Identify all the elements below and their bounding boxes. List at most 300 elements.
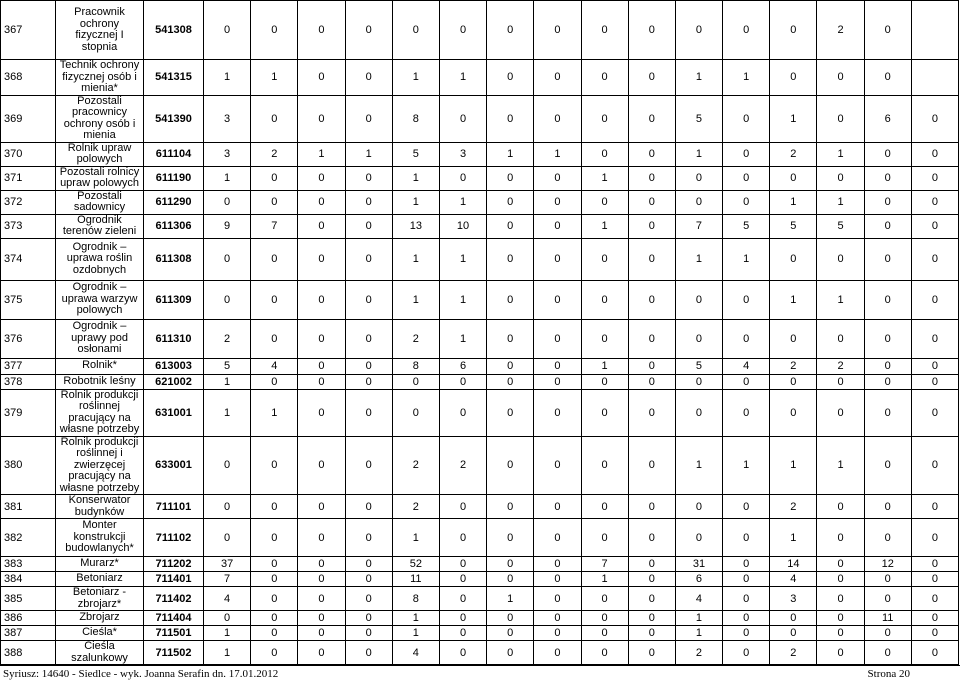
count-cell: 0 bbox=[439, 519, 486, 557]
count-cell: 0 bbox=[817, 495, 864, 519]
count-cell: 0 bbox=[817, 557, 864, 572]
count-cell: 0 bbox=[345, 495, 392, 519]
count-cell: 0 bbox=[439, 95, 486, 142]
count-cell: 1 bbox=[392, 626, 439, 641]
count-cell: 0 bbox=[534, 95, 581, 142]
count-cell: 0 bbox=[487, 280, 534, 319]
count-cell: 5 bbox=[204, 358, 251, 374]
count-cell: 0 bbox=[864, 166, 911, 190]
occupation-code: 611290 bbox=[144, 190, 204, 214]
count-cell: 0 bbox=[345, 358, 392, 374]
count-cell: 0 bbox=[204, 495, 251, 519]
occupation-name-line: Ogrodnik – bbox=[72, 240, 127, 253]
count-cell: 0 bbox=[251, 319, 298, 358]
count-cell: 1 bbox=[581, 358, 628, 374]
count-cell: 5 bbox=[817, 214, 864, 238]
count-cell: 0 bbox=[581, 626, 628, 641]
occupation-code: 541308 bbox=[144, 1, 204, 60]
count-cell: 0 bbox=[487, 95, 534, 142]
count-cell: 0 bbox=[770, 374, 817, 389]
count-cell: 0 bbox=[628, 190, 675, 214]
count-cell: 0 bbox=[628, 142, 675, 166]
count-cell: 0 bbox=[345, 374, 392, 389]
count-cell: 0 bbox=[439, 626, 486, 641]
occupation-name-line: pracownicy bbox=[71, 106, 128, 118]
count-cell: 0 bbox=[864, 142, 911, 166]
count-cell: 0 bbox=[581, 436, 628, 495]
count-cell: 0 bbox=[817, 238, 864, 280]
count-cell: 0 bbox=[298, 495, 345, 519]
occupation-name bbox=[56, 142, 144, 166]
count-cell: 0 bbox=[204, 519, 251, 557]
count-cell: 0 bbox=[251, 626, 298, 641]
occupation-name-line: roślinnej bbox=[79, 400, 120, 412]
footer-source: Syriusz: 14640 - Siedlce - wyk. Joanna Serafin dn. 17.01.2012 bbox=[3, 668, 279, 680]
row-number: 382 bbox=[1, 519, 56, 557]
count-cell: 0 bbox=[439, 557, 486, 572]
count-cell: 0 bbox=[439, 166, 486, 190]
count-cell: 0 bbox=[439, 1, 486, 60]
count-cell: 0 bbox=[345, 1, 392, 60]
count-cell: 0 bbox=[628, 626, 675, 641]
count-cell: 1 bbox=[204, 166, 251, 190]
count-cell: 0 bbox=[864, 572, 911, 587]
count-cell: 0 bbox=[628, 319, 675, 358]
count-cell: 0 bbox=[487, 519, 534, 557]
table-row bbox=[1, 495, 959, 519]
occupation-name-line: mienia bbox=[83, 129, 116, 141]
count-cell: 0 bbox=[864, 358, 911, 374]
footer-page-number: Strona 20 bbox=[867, 668, 910, 680]
count-cell: 5 bbox=[675, 358, 722, 374]
count-cell: 0 bbox=[487, 557, 534, 572]
count-cell: 0 bbox=[817, 519, 864, 557]
count-cell: 0 bbox=[723, 142, 770, 166]
occupation-name-line: pracujący na bbox=[68, 411, 131, 424]
count-cell: 0 bbox=[439, 611, 486, 626]
count-cell: 9 bbox=[204, 214, 251, 238]
count-cell: 2 bbox=[392, 319, 439, 358]
count-cell: 0 bbox=[534, 557, 581, 572]
occupation-name-line: Pozostali bbox=[77, 95, 122, 107]
count-cell: 0 bbox=[911, 280, 958, 319]
occupation-name-line: Cieśla bbox=[84, 640, 115, 652]
occupation-name-line: mienia* bbox=[81, 82, 118, 94]
count-cell: 0 bbox=[298, 1, 345, 60]
count-cell: 0 bbox=[723, 572, 770, 587]
count-cell: 1 bbox=[675, 611, 722, 626]
count-cell: 0 bbox=[298, 238, 345, 280]
count-cell: 0 bbox=[581, 280, 628, 319]
occupation-name bbox=[56, 641, 144, 665]
row-number: 377 bbox=[1, 358, 56, 374]
count-cell: 0 bbox=[345, 626, 392, 641]
occupation-name bbox=[56, 495, 144, 519]
count-cell: 0 bbox=[911, 557, 958, 572]
occupation-code: 621002 bbox=[144, 374, 204, 389]
table-row bbox=[1, 358, 959, 374]
count-cell: 0 bbox=[439, 572, 486, 587]
count-cell: 0 bbox=[251, 95, 298, 142]
occupation-code: 611190 bbox=[144, 166, 204, 190]
row-number: 376 bbox=[1, 319, 56, 358]
count-cell: 1 bbox=[487, 587, 534, 611]
occupation-code: 631001 bbox=[144, 389, 204, 436]
row-number: 387 bbox=[1, 626, 56, 641]
count-cell: 0 bbox=[723, 611, 770, 626]
count-cell: 2 bbox=[770, 495, 817, 519]
occupation-name-line: Rolnik produkcji bbox=[60, 389, 139, 401]
occupation-name-line: zwierzęcej bbox=[73, 458, 126, 471]
count-cell: 0 bbox=[204, 611, 251, 626]
count-cell: 0 bbox=[864, 319, 911, 358]
count-cell: 0 bbox=[911, 626, 958, 641]
count-cell: 0 bbox=[534, 319, 581, 358]
occupation-code: 611310 bbox=[144, 319, 204, 358]
count-cell: 0 bbox=[628, 641, 675, 665]
occupation-name-line: zbrojarz* bbox=[77, 597, 122, 610]
count-cell: 0 bbox=[534, 587, 581, 611]
page-footer bbox=[0, 665, 960, 682]
count-cell: 0 bbox=[723, 319, 770, 358]
count-cell: 0 bbox=[628, 374, 675, 389]
occupation-name-line: budynków bbox=[74, 505, 125, 518]
count-cell: 52 bbox=[392, 557, 439, 572]
row-number: 369 bbox=[1, 95, 56, 142]
count-cell: 1 bbox=[345, 142, 392, 166]
count-cell: 0 bbox=[298, 214, 345, 238]
count-cell: 0 bbox=[817, 587, 864, 611]
count-cell: 0 bbox=[911, 436, 958, 495]
occupation-name-line: Murarz* bbox=[80, 557, 119, 570]
count-cell: 10 bbox=[439, 214, 486, 238]
count-cell: 0 bbox=[817, 626, 864, 641]
count-cell: 6 bbox=[675, 572, 722, 587]
count-cell: 0 bbox=[251, 374, 298, 389]
count-cell: 0 bbox=[911, 142, 958, 166]
occupation-name-line: roślinnej i bbox=[76, 447, 123, 459]
count-cell: 0 bbox=[581, 238, 628, 280]
occupation-name-line: polowych bbox=[76, 153, 123, 165]
occupation-name-line: sadownicy bbox=[73, 201, 126, 213]
count-cell: 1 bbox=[204, 641, 251, 665]
count-cell: 0 bbox=[534, 611, 581, 626]
count-cell: 2 bbox=[675, 641, 722, 665]
count-cell: 3 bbox=[204, 95, 251, 142]
count-cell: 5 bbox=[723, 214, 770, 238]
count-cell: 1 bbox=[392, 190, 439, 214]
count-cell: 0 bbox=[723, 626, 770, 641]
occupation-name-line: konstrukcji bbox=[73, 530, 126, 543]
count-cell: 0 bbox=[298, 519, 345, 557]
count-cell: 0 bbox=[534, 495, 581, 519]
count-cell: 0 bbox=[628, 436, 675, 495]
count-cell: 1 bbox=[439, 280, 486, 319]
count-cell: 4 bbox=[251, 358, 298, 374]
count-cell: 0 bbox=[911, 238, 958, 280]
count-cell: 0 bbox=[817, 60, 864, 96]
count-cell: 0 bbox=[251, 495, 298, 519]
count-cell: 0 bbox=[628, 611, 675, 626]
count-cell: 0 bbox=[487, 1, 534, 60]
occupation-code: 711502 bbox=[144, 641, 204, 665]
table-row bbox=[1, 572, 959, 587]
count-cell: 0 bbox=[911, 495, 958, 519]
count-cell: 0 bbox=[487, 60, 534, 96]
count-cell: 0 bbox=[251, 557, 298, 572]
count-cell: 2 bbox=[770, 358, 817, 374]
occupation-name-line: uprawa roślin bbox=[66, 252, 133, 265]
count-cell: 0 bbox=[911, 319, 958, 358]
count-cell: 7 bbox=[204, 572, 251, 587]
count-cell: 0 bbox=[770, 238, 817, 280]
count-cell: 0 bbox=[723, 166, 770, 190]
count-cell: 2 bbox=[251, 142, 298, 166]
count-cell: 1 bbox=[581, 572, 628, 587]
count-cell: 0 bbox=[534, 358, 581, 374]
count-cell: 0 bbox=[251, 190, 298, 214]
table-row bbox=[1, 611, 959, 626]
count-cell: 0 bbox=[298, 95, 345, 142]
count-cell: 1 bbox=[204, 374, 251, 389]
occupation-code: 711202 bbox=[144, 557, 204, 572]
occupation-name-line: Konserwator bbox=[68, 494, 131, 506]
row-number: 375 bbox=[1, 280, 56, 319]
count-cell: 0 bbox=[911, 611, 958, 626]
count-cell: 0 bbox=[345, 641, 392, 665]
occupation-name-line: uprawa warzyw bbox=[61, 292, 138, 305]
count-cell: 5 bbox=[770, 214, 817, 238]
occupation-name-line: Pozostali rolnicy bbox=[59, 166, 140, 178]
occupation-code: 611308 bbox=[144, 238, 204, 280]
count-cell: 0 bbox=[298, 358, 345, 374]
count-cell: 0 bbox=[345, 587, 392, 611]
count-cell: 0 bbox=[534, 572, 581, 587]
count-cell: 0 bbox=[864, 374, 911, 389]
occupation-name-line: ochrony osób i bbox=[63, 117, 136, 130]
count-cell: 0 bbox=[675, 374, 722, 389]
count-cell: 0 bbox=[345, 319, 392, 358]
count-cell: 0 bbox=[864, 238, 911, 280]
count-cell: 0 bbox=[770, 60, 817, 96]
occupation-name-line: pracujący na bbox=[68, 470, 131, 482]
count-cell: 1 bbox=[675, 238, 722, 280]
occupation-name bbox=[56, 436, 144, 495]
count-cell: 0 bbox=[298, 60, 345, 96]
count-cell: 0 bbox=[911, 358, 958, 374]
count-cell: 1 bbox=[817, 280, 864, 319]
count-cell: 1 bbox=[439, 319, 486, 358]
count-cell: 1 bbox=[817, 190, 864, 214]
occupation-name bbox=[56, 587, 144, 611]
occupation-name-line: ozdobnych bbox=[72, 263, 127, 276]
count-cell: 0 bbox=[675, 519, 722, 557]
count-cell: 0 bbox=[911, 95, 958, 142]
count-cell: 0 bbox=[581, 587, 628, 611]
count-cell: 0 bbox=[534, 389, 581, 436]
row-number: 372 bbox=[1, 190, 56, 214]
count-cell: 0 bbox=[675, 1, 722, 60]
count-cell: 0 bbox=[817, 374, 864, 389]
count-cell: 0 bbox=[675, 190, 722, 214]
count-cell: 1 bbox=[439, 190, 486, 214]
count-cell: 0 bbox=[581, 374, 628, 389]
occupation-name-line: Pozostali bbox=[77, 190, 122, 202]
count-cell: 0 bbox=[628, 60, 675, 96]
count-cell: 0 bbox=[251, 587, 298, 611]
occupation-name bbox=[56, 572, 144, 587]
occupation-name bbox=[56, 280, 144, 319]
count-cell: 3 bbox=[204, 142, 251, 166]
count-cell: 0 bbox=[345, 166, 392, 190]
count-cell: 0 bbox=[345, 611, 392, 626]
count-cell: 0 bbox=[723, 280, 770, 319]
occupation-code: 711401 bbox=[144, 572, 204, 587]
count-cell: 0 bbox=[581, 641, 628, 665]
count-cell: 0 bbox=[251, 641, 298, 665]
count-cell: 0 bbox=[817, 572, 864, 587]
occupation-code: 633001 bbox=[144, 436, 204, 495]
count-cell: 7 bbox=[251, 214, 298, 238]
count-cell: 0 bbox=[439, 641, 486, 665]
count-cell: 0 bbox=[864, 280, 911, 319]
count-cell: 37 bbox=[204, 557, 251, 572]
count-cell: 0 bbox=[487, 374, 534, 389]
count-cell: 0 bbox=[723, 495, 770, 519]
count-cell: 1 bbox=[817, 142, 864, 166]
count-cell: 0 bbox=[911, 190, 958, 214]
count-cell: 2 bbox=[392, 436, 439, 495]
count-cell: 0 bbox=[534, 166, 581, 190]
table-row bbox=[1, 60, 959, 96]
count-cell: 0 bbox=[298, 280, 345, 319]
row-number: 380 bbox=[1, 436, 56, 495]
table-row bbox=[1, 190, 959, 214]
count-cell: 4 bbox=[770, 572, 817, 587]
count-cell: 0 bbox=[487, 238, 534, 280]
occupation-code: 541315 bbox=[144, 60, 204, 96]
count-cell: 0 bbox=[817, 95, 864, 142]
count-cell: 1 bbox=[487, 142, 534, 166]
occupation-name bbox=[56, 190, 144, 214]
table-row bbox=[1, 280, 959, 319]
count-cell: 0 bbox=[345, 436, 392, 495]
occupation-code: 711102 bbox=[144, 519, 204, 557]
count-cell: 1 bbox=[392, 519, 439, 557]
table-row bbox=[1, 374, 959, 389]
count-cell: 8 bbox=[392, 587, 439, 611]
count-cell: 0 bbox=[534, 190, 581, 214]
count-cell: 1 bbox=[439, 60, 486, 96]
count-cell: 0 bbox=[251, 519, 298, 557]
occupation-code: 611306 bbox=[144, 214, 204, 238]
count-cell: 2 bbox=[439, 436, 486, 495]
count-cell: 0 bbox=[628, 389, 675, 436]
occupation-name-line: własne potrzeby bbox=[59, 423, 140, 435]
occupation-name bbox=[56, 238, 144, 280]
occupation-name-line: fizycznej osób i bbox=[62, 70, 137, 83]
count-cell: 0 bbox=[534, 641, 581, 665]
row-number: 381 bbox=[1, 495, 56, 519]
count-cell: 0 bbox=[204, 238, 251, 280]
count-cell: 0 bbox=[723, 587, 770, 611]
row-number: 383 bbox=[1, 557, 56, 572]
count-cell: 0 bbox=[204, 280, 251, 319]
count-cell: 0 bbox=[534, 280, 581, 319]
count-cell: 0 bbox=[770, 626, 817, 641]
count-cell: 0 bbox=[581, 611, 628, 626]
row-number: 388 bbox=[1, 641, 56, 665]
occupation-name-line: budowlanych* bbox=[65, 542, 134, 555]
count-cell: 0 bbox=[723, 389, 770, 436]
row-number: 374 bbox=[1, 238, 56, 280]
count-cell: 2 bbox=[770, 142, 817, 166]
count-cell: 0 bbox=[204, 436, 251, 495]
count-cell: 1 bbox=[770, 519, 817, 557]
occupation-name-line: szalunkowy bbox=[71, 651, 128, 664]
count-cell: 3 bbox=[439, 142, 486, 166]
count-cell: 1 bbox=[770, 280, 817, 319]
count-cell: 0 bbox=[723, 519, 770, 557]
count-cell: 4 bbox=[392, 641, 439, 665]
table-row bbox=[1, 436, 959, 495]
count-cell: 0 bbox=[628, 214, 675, 238]
count-cell: 0 bbox=[864, 436, 911, 495]
count-cell: 0 bbox=[723, 374, 770, 389]
occupation-code: 613003 bbox=[144, 358, 204, 374]
count-cell: 0 bbox=[581, 1, 628, 60]
count-cell: 0 bbox=[392, 389, 439, 436]
count-cell: 1 bbox=[534, 142, 581, 166]
count-cell: 0 bbox=[911, 641, 958, 665]
occupation-name bbox=[56, 95, 144, 142]
count-cell: 0 bbox=[439, 389, 486, 436]
count-cell: 0 bbox=[628, 95, 675, 142]
count-cell: 0 bbox=[581, 190, 628, 214]
count-cell: 0 bbox=[251, 1, 298, 60]
occupation-name-line: Robotnik leśny bbox=[63, 374, 136, 387]
count-cell: 0 bbox=[392, 374, 439, 389]
count-cell: 0 bbox=[345, 95, 392, 142]
count-cell: 1 bbox=[392, 60, 439, 96]
count-cell: 5 bbox=[675, 95, 722, 142]
occupation-name-line: uprawy pod bbox=[71, 331, 128, 344]
count-cell: 0 bbox=[864, 214, 911, 238]
occupation-code: 611104 bbox=[144, 142, 204, 166]
count-cell: 1 bbox=[817, 436, 864, 495]
table-row bbox=[1, 389, 959, 436]
count-cell: 0 bbox=[487, 358, 534, 374]
count-cell: 0 bbox=[534, 626, 581, 641]
count-cell: 0 bbox=[251, 166, 298, 190]
count-cell: 7 bbox=[675, 214, 722, 238]
count-cell: 0 bbox=[581, 95, 628, 142]
count-cell: 0 bbox=[628, 572, 675, 587]
count-cell: 1 bbox=[723, 436, 770, 495]
count-cell: 0 bbox=[817, 389, 864, 436]
count-cell: 2 bbox=[817, 358, 864, 374]
row-number: 367 bbox=[1, 1, 56, 60]
count-cell: 0 bbox=[487, 572, 534, 587]
count-cell: 0 bbox=[628, 587, 675, 611]
occupation-name-line: Betoniarz bbox=[76, 572, 123, 585]
count-cell: 1 bbox=[723, 238, 770, 280]
count-cell: 2 bbox=[817, 1, 864, 60]
occupation-code: 611309 bbox=[144, 280, 204, 319]
count-cell: 0 bbox=[581, 319, 628, 358]
count-cell: 4 bbox=[723, 358, 770, 374]
count-cell: 1 bbox=[392, 238, 439, 280]
